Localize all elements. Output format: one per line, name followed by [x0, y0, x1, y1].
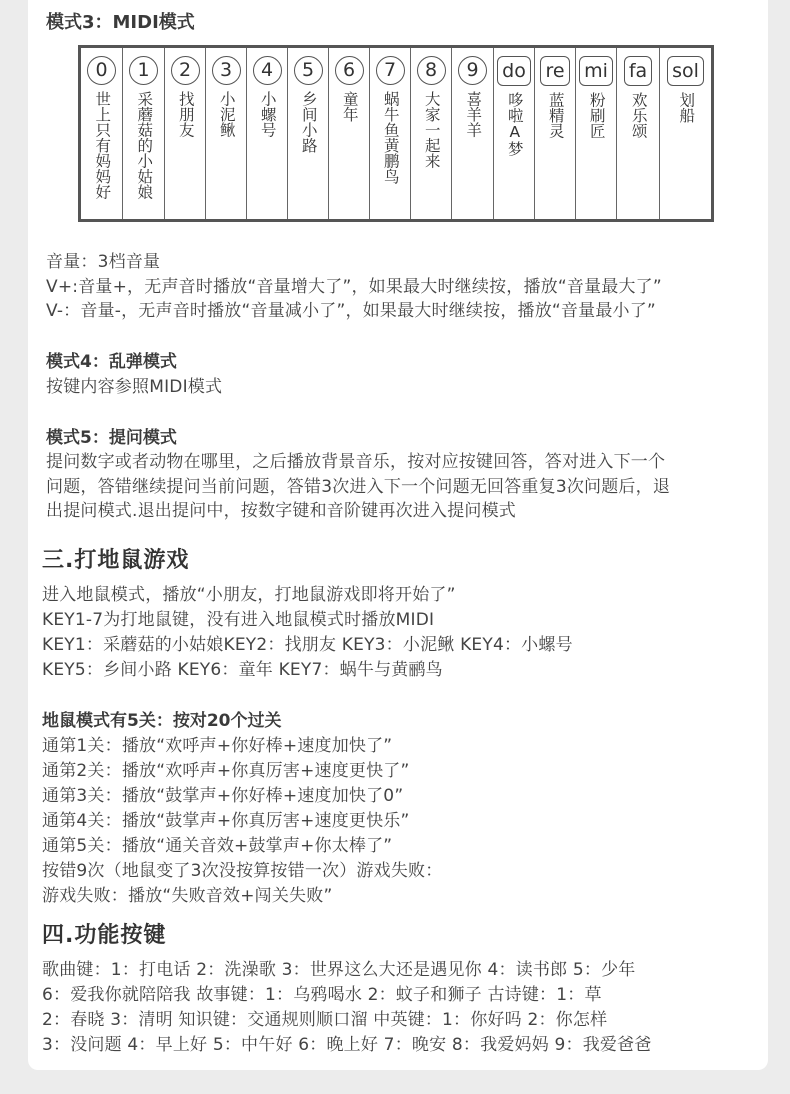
key-column-8	[411, 48, 452, 219]
function-keys-line: 3：没问题 4：早上好 5：中午好 6：晚上好 7：晚安 8：我爱妈妈 9：我爱爸爸	[42, 1035, 652, 1055]
key-label: re	[540, 56, 569, 86]
key-column-2	[165, 48, 206, 219]
section3-line: KEY1：采蘑菇的小姑娘KEY2：找朋友 KEY3：小泥鳅 KEY4：小螺号	[42, 635, 573, 655]
volume-plus-line: V+:音量+，无声音时播放“音量增大了”，如果最大时继续按，播放“音量最大了”	[46, 277, 662, 297]
key-column-4	[247, 48, 288, 219]
level-line: 通第5关：播放“通关音效+鼓掌声+你太棒了”	[42, 836, 393, 856]
key-label: mi	[579, 56, 613, 86]
key-song: 童年	[340, 91, 359, 122]
key-song: 哆啦A梦	[505, 92, 524, 157]
function-keys-line: 2：春晓 3：清明 知识键：交通规则顺口溜 中英键：1：你好吗 2：你怎样	[42, 1010, 608, 1030]
key-song: 喜羊羊	[464, 91, 483, 138]
levels-heading: 地鼠模式有5关：按对20个过关	[42, 711, 282, 731]
mode4-heading: 模式4：乱弹模式	[46, 352, 177, 372]
level-line: 通第4关：播放“鼓掌声+你真厉害+速度更快乐”	[42, 811, 410, 831]
key-label: 8	[417, 56, 446, 85]
mode5-line: 出提问模式.退出提问中，按数字键和音阶键再次进入提问模式	[46, 501, 517, 521]
key-label: 6	[335, 56, 364, 85]
key-column-7	[370, 48, 411, 219]
key-label: 7	[376, 56, 405, 85]
key-label: 5	[294, 56, 323, 85]
key-song: 蓝精灵	[546, 92, 565, 139]
key-column-re	[535, 48, 576, 219]
key-song: 乡间小路	[299, 91, 318, 153]
key-song: 欢乐颂	[629, 92, 648, 139]
key-song: 世上只有妈妈好	[93, 91, 112, 200]
level-line: 按错9次（地鼠变了3次没按算按错一次）游戏失败：	[42, 861, 443, 881]
key-column-6	[329, 48, 370, 219]
level-line: 通第2关：播放“欢呼声+你真厉害+速度更快了”	[42, 761, 410, 781]
key-song: 找朋友	[176, 91, 195, 138]
key-label: fa	[624, 56, 652, 86]
function-keys-line: 6：爱我你就陪陪我 故事键：1：乌鸦喝水 2：蚊子和狮子 古诗键：1：草	[42, 985, 602, 1005]
key-label: 1	[129, 56, 158, 85]
key-label: 4	[253, 56, 282, 85]
key-column-3	[206, 48, 247, 219]
function-keys-line: 歌曲键：1：打电话 2：洗澡歌 3：世界这么大还是遇见你 4：读书郎 5：少年	[42, 960, 636, 980]
key-column-sol	[660, 48, 711, 219]
volume-title: 音量：3档音量	[46, 252, 161, 272]
key-label: 9	[458, 56, 487, 85]
key-song: 小螺号	[258, 91, 277, 138]
mode4-desc: 按键内容参照MIDI模式	[46, 377, 223, 397]
level-line: 游戏失败：播放“失败音效+闯关失败”	[42, 886, 333, 906]
section3-line: KEY1-7为打地鼠键，没有进入地鼠模式时播放MIDI	[42, 610, 435, 630]
key-label: 0	[87, 56, 116, 85]
key-column-0	[81, 48, 123, 219]
section3-line: KEY5：乡间小路 KEY6：童年 KEY7：蜗牛与黄鹂鸟	[42, 660, 443, 680]
key-song: 蜗牛鱼黄鹏鸟	[381, 91, 400, 184]
key-label: do	[497, 56, 531, 86]
level-line: 通第1关：播放“欢呼声+你好棒+速度加快了”	[42, 736, 393, 756]
mode3-heading: 模式3：MIDI模式	[46, 12, 195, 33]
mode5-line: 提问数字或者动物在哪里，之后播放背景音乐，按对应按键回答，答对进入下一个	[46, 452, 666, 472]
key-column-mi	[576, 48, 617, 219]
key-column-1	[123, 48, 165, 219]
key-column-9	[452, 48, 494, 219]
section3-line: 进入地鼠模式，播放“小朋友，打地鼠游戏即将开始了”	[42, 585, 456, 605]
key-song: 采蘑菇的小姑娘	[135, 91, 154, 200]
key-song: 大家一起来	[422, 91, 441, 169]
mode5-line: 问题，答错继续提问当前问题，答错3次进入下一个问题无回答重复3次问题后，退	[46, 477, 671, 497]
key-label: 2	[171, 56, 200, 85]
key-column-5	[288, 48, 329, 219]
midi-key-table	[78, 45, 714, 222]
mode5-heading: 模式5：提问模式	[46, 428, 177, 448]
section3-title: 三.打地鼠游戏	[42, 548, 190, 573]
key-column-do	[494, 48, 535, 219]
key-column-fa	[617, 48, 660, 219]
key-label: 3	[212, 56, 241, 85]
key-song: 划船	[677, 92, 696, 123]
volume-minus-line: V-：音量-，无声音时播放“音量减小了”，如果最大时继续按，播放“音量最小了”	[46, 301, 656, 321]
key-song: 粉刷匠	[587, 92, 606, 139]
key-song: 小泥鳅	[217, 91, 236, 138]
level-line: 通第3关：播放“鼓掌声+你好棒+速度加快了0”	[42, 786, 404, 806]
section4-title: 四.功能按键	[42, 923, 167, 948]
key-label: sol	[667, 56, 704, 86]
